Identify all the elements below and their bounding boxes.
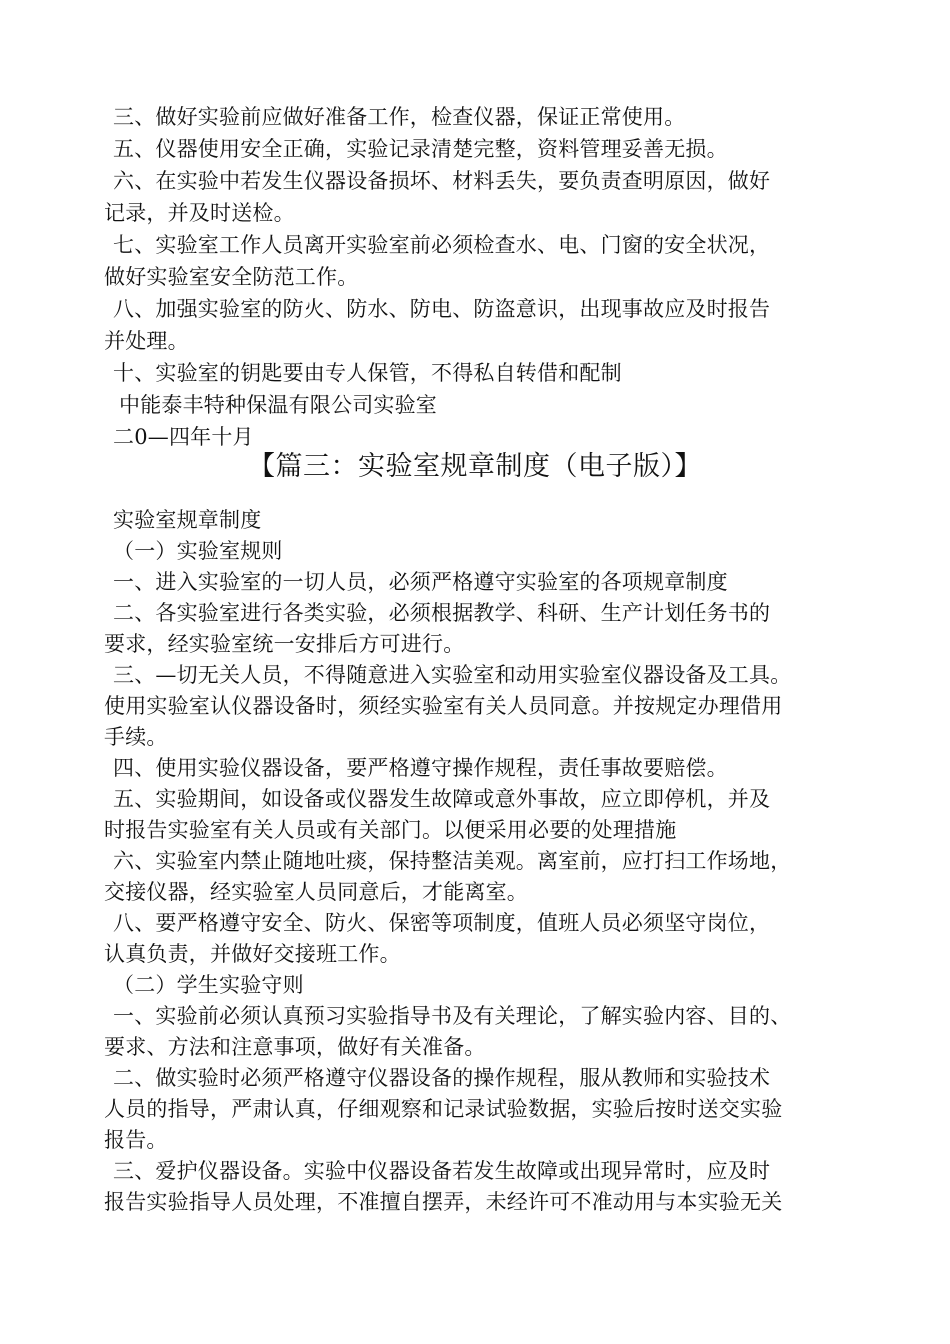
text-line: 二、各实验室进行各类实验，必须根据教学、科研、生产计划任务书的 <box>113 601 771 625</box>
text-line: 记录，并及时送检。 <box>104 201 295 225</box>
text-line: 人员的指导，严肃认真，仔细观察和记录试验数据，实验后按时送交实验 <box>104 1097 783 1121</box>
text-line: 十、实验室的钥匙要由专人保管，不得私自转借和配制 <box>113 361 622 385</box>
text-line: 手续。 <box>104 725 168 749</box>
document-date: 二0—四年十月 <box>113 425 254 449</box>
text-line: 要求，经实验室统一安排后方可进行。 <box>104 632 465 656</box>
subsection-title: （一）实验室规则 <box>113 539 283 563</box>
text-line: 认真负责，并做好交接班工作。 <box>104 942 401 966</box>
text-line: 三、做好实验前应做好准备工作，检查仪器，保证正常使用。 <box>113 105 686 129</box>
text-line: 八、要严格遵守安全、防火、保密等项制度，值班人员必须坚守岗位， <box>113 911 771 935</box>
document-title: 实验室规章制度 <box>113 508 262 532</box>
text-line: 交接仪器，经实验室人员同意后，才能离室。 <box>104 880 528 904</box>
text-line: 要求、方法和注意事项，做好有关准备。 <box>104 1035 486 1059</box>
text-line: 五、仪器使用安全正确，实验记录清楚完整，资料管理妥善无损。 <box>113 137 728 161</box>
text-line: 一、进入实验室的一切人员，必须严格遵守实验室的各项规章制度 <box>113 570 728 594</box>
text-line: 时报告实验室有关人员或有关部门。以便采用必要的处理措施 <box>104 818 677 842</box>
text-line: 五、实验期间，如设备或仪器发生故障或意外事故，应立即停机，并及 <box>113 787 771 811</box>
text-line: 四、使用实验仪器设备，要严格遵守操作规程，责任事故要赔偿。 <box>113 756 728 780</box>
text-line: 报告实验指导人员处理，不准擅自摆弄，未经许可不准动用与本实验无关 <box>104 1190 783 1214</box>
text-line: 八、加强实验室的防火、防水、防电、防盗意识，出现事故应及时报告 <box>113 297 771 321</box>
company-name: 中能泰丰特种保温有限公司实验室 <box>119 393 437 417</box>
text-line: 一、实验前必须认真预习实验指导书及有关理论，了解实验内容、目的、 <box>113 1004 792 1028</box>
text-line: 六、在实验中若发生仪器设备损坏、材料丢失，要负责查明原因，做好 <box>113 169 771 193</box>
text-line: 使用实验室认仪器设备时，须经实验室有关人员同意。并按规定办理借用 <box>104 694 783 718</box>
section-heading: 【篇三：实验室规章制度（电子版）】 <box>248 451 702 482</box>
text-line: 报告。 <box>104 1128 168 1152</box>
text-line: 并处理。 <box>104 329 189 353</box>
text-line: 二、做实验时必须严格遵守仪器设备的操作规程，服从教师和实验技术 <box>113 1066 771 1090</box>
text-line: 三、爱护仪器设备。实验中仪器设备若发生故障或出现异常时，应及时 <box>113 1159 771 1183</box>
text-line: 七、实验室工作人员离开实验室前必须检查水、电、门窗的安全状况， <box>113 233 771 257</box>
text-line: 六、实验室内禁止随地吐痰，保持整洁美观。离室前，应打扫工作场地， <box>113 849 792 873</box>
text-line: 三、—切无关人员，不得随意进入实验室和动用实验室仪器设备及工具。 <box>113 663 792 687</box>
subsection-title: （二）学生实验守则 <box>113 973 304 997</box>
text-line: 做好实验室安全防范工作。 <box>104 265 359 289</box>
